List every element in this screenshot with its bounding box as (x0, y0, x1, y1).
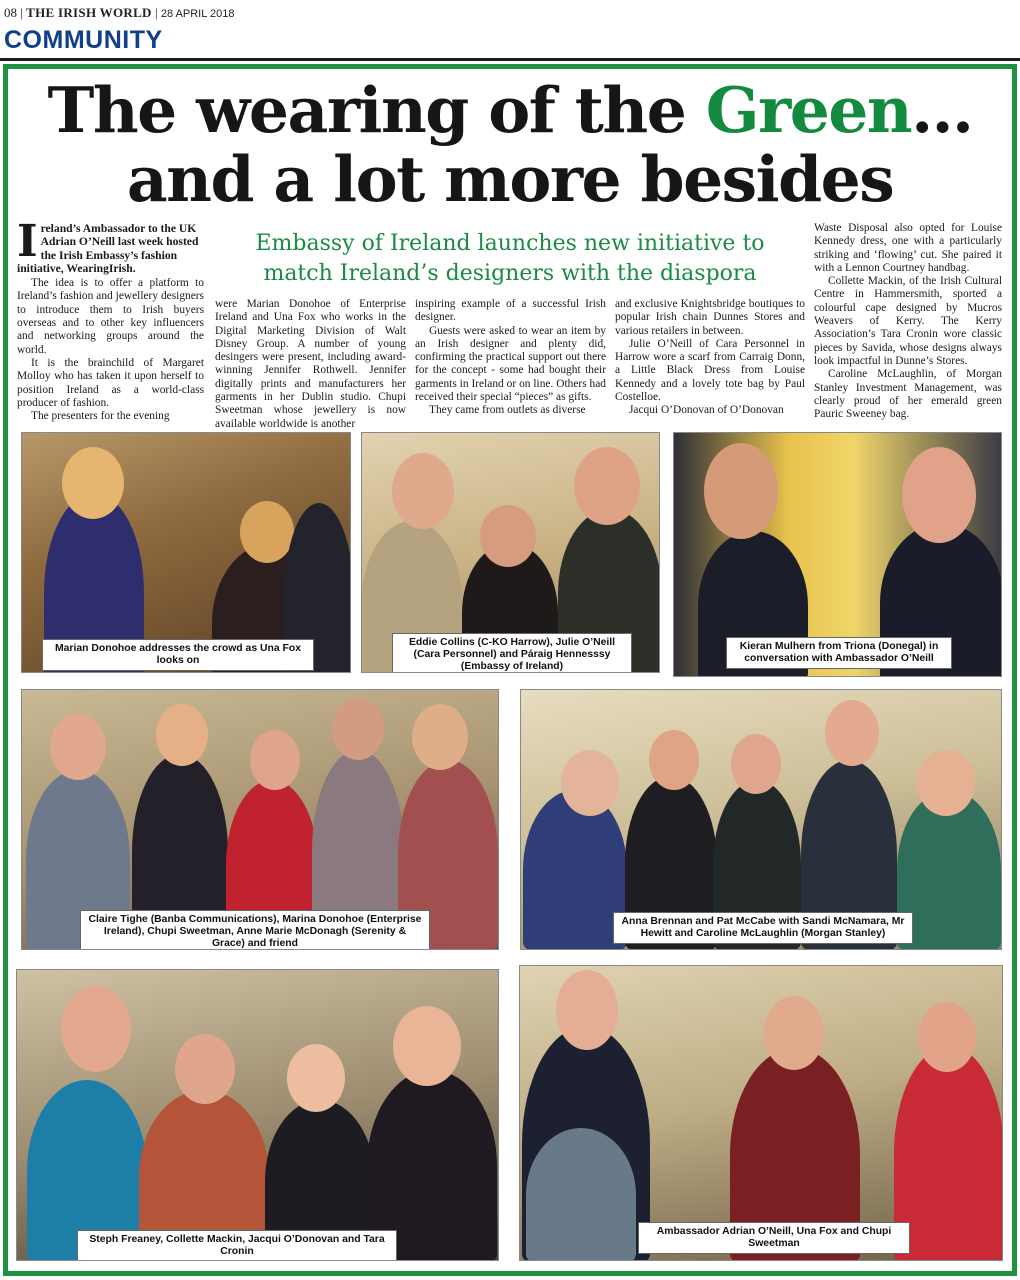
photo-caption: Kieran Mulhern from Triona (Donegal) in conversation with Ambassador O’Neill (726, 637, 952, 669)
article-column-1 (17, 216, 204, 423)
issue-date: 28 APRIL 2018 (160, 8, 235, 20)
photo-caption: Ambassador Adrian O’Neill, Una Fox and Chupi Sweetman (638, 1222, 910, 1254)
photo-caption: Marian Donohoe addresses the crowd as Una Fox looks on (42, 639, 314, 671)
paragraph: and exclusive Knightsbridge boutiques to popular Irish chain Dunnes Stores and various retailers in between. (615, 298, 805, 337)
headline-ellipsis: ... (911, 73, 973, 147)
paragraph: They came from outlets as diverse (429, 404, 586, 417)
headline-line2: and a lot more besides (126, 142, 894, 216)
paragraph: The idea is to offer a platform to Ireland’s fashion and jewellery designers to introduce them to Irish buyers overseas and to other key influencers and networking groups around the world. (17, 277, 204, 356)
article-column-4 (615, 298, 805, 418)
page-number: 08 (4, 5, 17, 20)
article-column-5 (814, 222, 1002, 421)
drop-cap: I (17, 216, 38, 267)
lead-text: reland’s Ambassador to the UK Adrian O’Neill last week hosted the Irish Embassy’s fashion initiative, WearingIrish. (17, 222, 199, 275)
headline-green-word: Green (705, 73, 912, 147)
paragraph: Caroline McLaughlin, of Morgan Stanley Investment Management, was clearly proud of her emerald green Pauric Sweeney bag. (814, 368, 1002, 421)
photo-ambassador-panel (519, 965, 1003, 1261)
paragraph: were Marian Donohoe of Enterprise Ireland and Una Fox who works in the Digital Marketing Division of Walt Disney Group. A number of young desingers were present, including award-winning Jennifer Rothwell. Jennifer digitally prints and manufacturers her garments in her Dublin studio. Chupi Sweetman whose jewellery is now available worldwide is another (215, 298, 406, 430)
paragraph: Waste Disposal also opted for Louise Kennedy dress, one with a particularly striking and ‘flowing’ cut. She paired it with a Lennon Courtney handbag. (814, 222, 1002, 274)
paragraph: Julie O’Neill of Cara Personnel in Harrow wore a scarf from Carraig Donn, a Little Black Dress from Louise Kennedy and a lovely tote bag by Paul Costelloe. (615, 337, 805, 404)
photo-four-women (16, 969, 499, 1261)
paragraph: The presenters for the evening (31, 410, 170, 423)
photo-caption: Claire Tighe (Banba Communications), Marina Donohoe (Enterprise Ireland), Chupi Sweetman, Anne Marie McDonagh (Serenity & Grace) and friend (80, 910, 430, 950)
headline (0, 73, 1020, 216)
standfirst: Embassy of Ireland launches new initiative to match Ireland’s designers with the diaspora (255, 231, 765, 286)
publication-name: THE IRISH WORLD (26, 5, 152, 20)
section-title: COMMUNITY (4, 26, 163, 54)
photo-caption: Steph Freaney, Collette Mackin, Jacqui O’Donovan and Tara Cronin (77, 1230, 397, 1261)
paragraph: Jacqui O’Donovan of O’Donovan (629, 404, 784, 417)
headline-part1: The wearing of the (47, 73, 686, 147)
article-column-2 (215, 298, 406, 431)
photo-caption: Eddie Collins (C-KO Harrow), Julie O’Neill (Cara Personnel) and Páraig Hennesssy (Embassy of Ireland) (392, 633, 632, 673)
paragraph: Guests were asked to wear an item by an Irish designer and plenty did, confirming the practical support out there for the concept - some had bought their garments in Ireland or on line. Others had received their special “pieces” as gifts. (415, 324, 606, 404)
photo-three-guests (361, 432, 660, 673)
article-column-3 (415, 298, 606, 418)
photo-caption: Anna Brennan and Pat McCabe with Sandi McNamara, Mr Hewitt and Caroline McLaughlin (Morgan Stanley) (613, 912, 913, 944)
photo-speaker-at-podium (21, 432, 351, 673)
section-divider (0, 58, 1020, 61)
masthead: 08 | THE IRISH WORLD | 28 APRIL 2018 (4, 5, 235, 20)
paragraph: Collette Mackin, of the Irish Cultural Centre in Hammersmith, sported a colourful cape designed by Mucros Weavers of Kerry. The Kerry Association’s Tara Cronin wore classic pieces by Savida, whose designs always look impactful in Dunne’s Stores. (814, 275, 1002, 367)
photo-two-men-conversation (673, 432, 1002, 677)
paragraph: It is the brainchild of Margaret Molloy who has taken it upon herself to position Ireland as a world-class producer of fashion. (17, 356, 204, 409)
lead-paragraph (17, 216, 204, 275)
paragraph: inspiring example of a successful Irish designer. (415, 298, 606, 324)
photo-five-women (21, 689, 499, 950)
photo-group-of-five (520, 689, 1002, 950)
